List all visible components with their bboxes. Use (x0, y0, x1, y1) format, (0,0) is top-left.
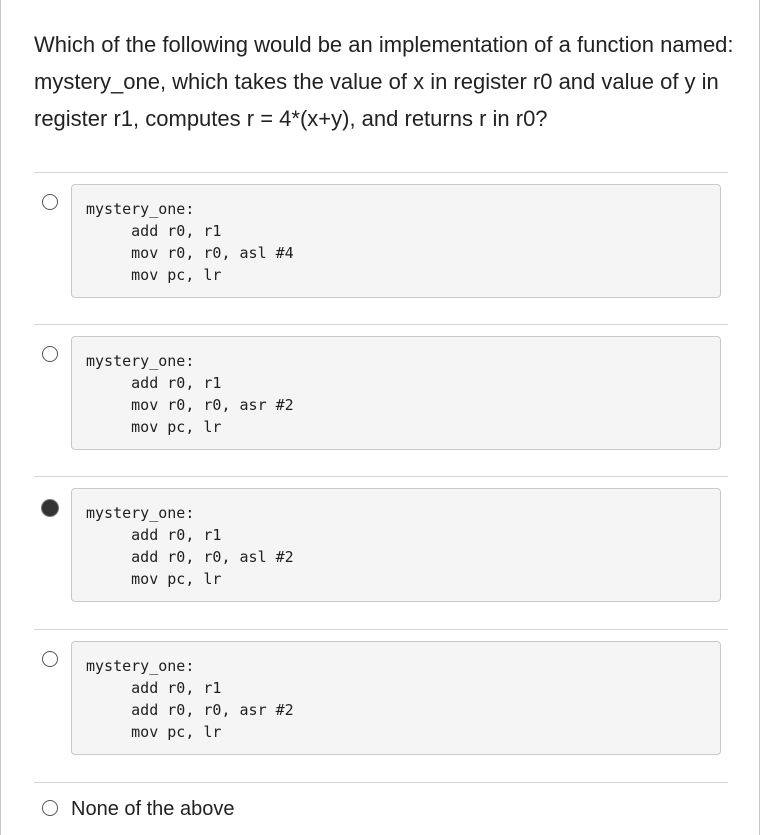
divider (34, 476, 728, 477)
radio-button-4[interactable] (42, 651, 58, 667)
radio-button-none[interactable] (42, 800, 58, 816)
code-text-2: mystery_one: add r0, r1 mov r0, r0, asr #2 mov pc, lr (86, 352, 294, 436)
code-block-3[interactable] (71, 488, 721, 602)
code-block-1[interactable] (71, 184, 721, 298)
code-text-3: mystery_one: add r0, r1 add r0, r0, asl #2 mov pc, lr (86, 504, 294, 588)
code-block-2[interactable] (71, 336, 721, 450)
code-text-4: mystery_one: add r0, r1 add r0, r0, asr #2 mov pc, lr (86, 657, 294, 741)
radio-button-2[interactable] (42, 346, 58, 362)
code-text-1: mystery_one: add r0, r1 mov r0, r0, asl #4 mov pc, lr (86, 200, 294, 284)
radio-button-3-selected[interactable] (42, 500, 58, 516)
divider (34, 782, 728, 783)
divider (34, 324, 728, 325)
none-of-the-above-label[interactable]: None of the above (71, 798, 235, 820)
question-text: Which of the following would be an implementation of a function named: mystery_one, which takes the value of x in register r0 and value of y in register r1, computes r = 4*(x+y), and returns r in r0? (34, 32, 734, 131)
code-block-4[interactable] (71, 641, 721, 755)
divider (34, 629, 728, 630)
answer-option-none[interactable] (34, 796, 434, 820)
divider (34, 172, 728, 173)
radio-button-1[interactable] (42, 194, 58, 210)
